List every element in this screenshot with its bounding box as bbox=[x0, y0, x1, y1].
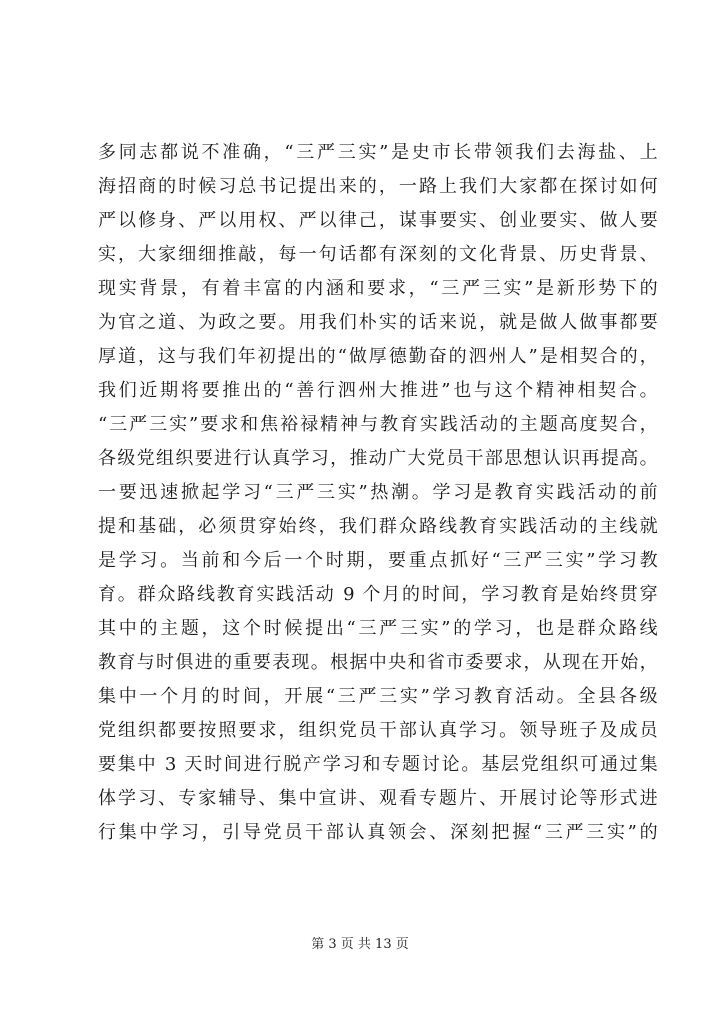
text-line: 严以修身、严以用权、严以律己，谋事要实、创业要实、做人要 bbox=[98, 210, 658, 231]
text-line: 海招商的时候习总书记提出来的，一路上我们大家都在探讨如何 bbox=[98, 176, 658, 197]
body-text bbox=[98, 136, 658, 850]
text-line: 体学习、专家辅导、集中宣讲、观看专题片、开展讨论等形式进 bbox=[98, 788, 658, 809]
text-line: 是学习。当前和今后一个时期，要重点抓好“三严三实”学习教 bbox=[98, 550, 658, 571]
text-line: 现实背景，有着丰富的内涵和要求，“三严三实”是新形势下的 bbox=[98, 278, 658, 299]
text-line: 育。群众路线教育实践活动 9 个月的时间，学习教育是始终贯穿 bbox=[98, 584, 658, 605]
text-line: 厚道，这与我们年初提出的“做厚德勤奋的泗州人”是相契合的， bbox=[98, 346, 658, 367]
text-line: 我们近期将要推出的“善行泗州大推进”也与这个精神相契合。 bbox=[98, 380, 658, 401]
text-line: 一要迅速掀起学习“三严三实”热潮。学习是教育实践活动的前 bbox=[98, 482, 658, 503]
text-line: “三严三实”要求和焦裕禄精神与教育实践活动的主题高度契合， bbox=[98, 414, 658, 435]
text-line: 党组织都要按照要求，组织党员干部认真学习。领导班子及成员 bbox=[98, 720, 658, 741]
text-line: 行集中学习，引导党员干部认真领会、深刻把握“三严三实”的 bbox=[98, 822, 658, 843]
text-line: 各级党组织要进行认真学习，推动广大党员干部思想认识再提高。 bbox=[98, 448, 658, 469]
text-line: 为官之道、为政之要。用我们朴实的话来说，就是做人做事都要 bbox=[98, 312, 658, 333]
text-line: 其中的主题，这个时候提出“三严三实”的学习，也是群众路线 bbox=[98, 618, 658, 639]
page-number-footer: 第 3 页 共 13 页 bbox=[311, 937, 409, 952]
text-line: 要集中 3 天时间进行脱产学习和专题讨论。基层党组织可通过集 bbox=[98, 754, 658, 775]
text-line: 多同志都说不准确，“三严三实”是史市长带领我们去海盐、上 bbox=[98, 142, 658, 163]
text-line: 教育与时俱进的重要表现。根据中央和省市委要求，从现在开始， bbox=[98, 652, 658, 673]
text-line: 集中一个月的时间，开展“三严三实”学习教育活动。全县各级 bbox=[98, 686, 658, 707]
text-line: 实，大家细细推敲，每一句话都有深刻的文化背景、历史背景、 bbox=[98, 244, 658, 265]
text-line: 提和基础，必须贯穿始终，我们群众路线教育实践活动的主线就 bbox=[98, 516, 658, 537]
